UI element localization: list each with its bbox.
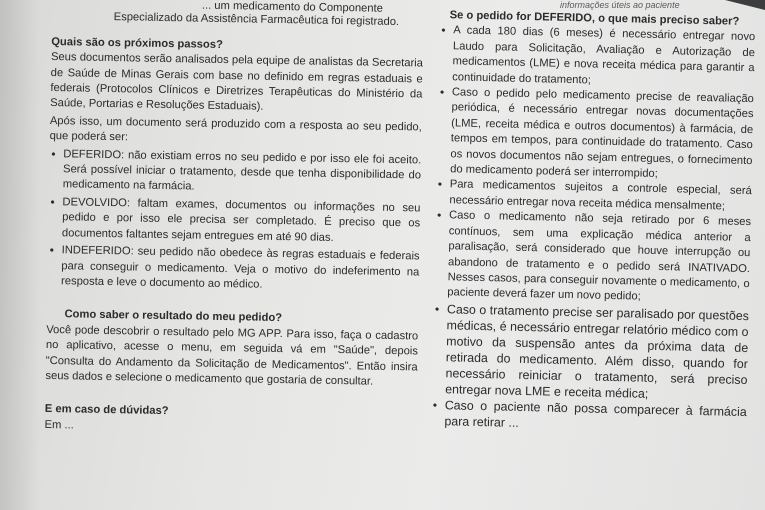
page-shadow: [0, 0, 40, 510]
left-column: [44, 0, 424, 440]
doubts-title: E em caso de dúvidas?: [44, 403, 169, 418]
deferido-item-1: • A cada 180 dias (6 meses) é necessário entregar novo Laudo para Solicitação, Avaliação e Autorização de medicamentos (LME) e nova receita médica para garantir a continuidade do tratamento;: [438, 23, 755, 92]
deferido-item-2: • Caso o pedido pelo medicamento precise de reavaliação periódica, é necessário entregar novas documentações (LME, receita médica e outros documentos) à farmácia, de tempos em tempos, para continuidade do tratamento. Caso os novos documentos não sejam entregues, o fornecimento do medicamento poderá ser interrompido;: [436, 85, 754, 185]
next-steps-text: Seus documentos serão analisados pela equipe de analistas da Secretaria de Saúde de Minas Gerais com base no definido em regras estaduais e federais (Protocolos Clínicos e Diretrizes Terapêuticas do Ministério da Saúde, Portarias e Resoluções Estaduais).: [50, 51, 424, 114]
deferido-item-4: • Caso o medicamento não seja retirado por 6 meses contínuos, sem uma explicação médica anterior a paralisação, será considerado que houve interrupção ou abandono de tratamento e o pedido será INATIVADO. Nesses casos, para conseguir novamente o medicamento, o paciente deverá fazer um novo pedido;: [433, 208, 751, 308]
after-text: Após isso, um documento será produzido com a resposta ao seu pedido, que poderá ser:: [49, 114, 422, 144]
right-column: [430, 0, 756, 436]
next-steps-title: Quais são os próximos passos?: [51, 35, 223, 51]
outcome-devolvido: • DEVOLVIDO: faltam exames, documentos ou informações no seu pedido e por isso ele precisa ser completado. É preciso que os documentos faltantes sejam entregues em até 90 dias.: [48, 195, 421, 248]
result-title: Como saber o resultado do meu pedido?: [64, 308, 283, 325]
intro-line-2: Especializado da Assistência Farmacêutica foi registrado.: [113, 11, 400, 29]
header-note: informações úteis ao paciente: [560, 0, 680, 10]
deferido-item-3: • Para medicamentos sujeitos a controle especial, será necessário entregar nova receita médica mensalmente;: [435, 177, 752, 215]
outcome-deferido: • DEFERIDO: não existiam erros no seu pedido e por isso ele foi aceito. Será possível iniciar o tratamento, desde que tenha disponibilidade do medicamento na farmácia.: [49, 147, 422, 200]
deferido-item-5: • Caso o tratamento precise ser paralisado por questões médicas, é necessário entregar relatório médico com o motivo da suspensão antes da próxima data de retirada do medicamento. Além disso, quando for necessário reiniciar o tratamento, será preciso entregar nova LME e receita médica;: [431, 301, 749, 404]
doubts-text: Em ...: [44, 418, 74, 432]
outcome-indeferido: • INDEFERIDO: seu pedido não obedece às regras estaduais e federais para conseguir o medicamento. Veja o motivo do indeferimento na resposta e leve o documento ao médico.: [47, 243, 420, 296]
deferido-item-6: • Caso o paciente não possa comparecer à farmácia para retirar ...: [430, 397, 747, 436]
deferido-title: Se o pedido for DEFERIDO, o que mais preciso saber?: [449, 9, 740, 28]
intro-line-1: ... um medicamento do Componente: [201, 0, 383, 15]
result-text: Você pode descobrir o resultado pelo MG APP. Para isso, faça o cadastro no aplicativo, acesse o menu, em seguida vá em "Saúde", depois "Consulta do Andamento da Solicitação de Medicamentos". Então insira seus dados e selecione o medicamento que gostaria de consultar.: [45, 323, 419, 388]
